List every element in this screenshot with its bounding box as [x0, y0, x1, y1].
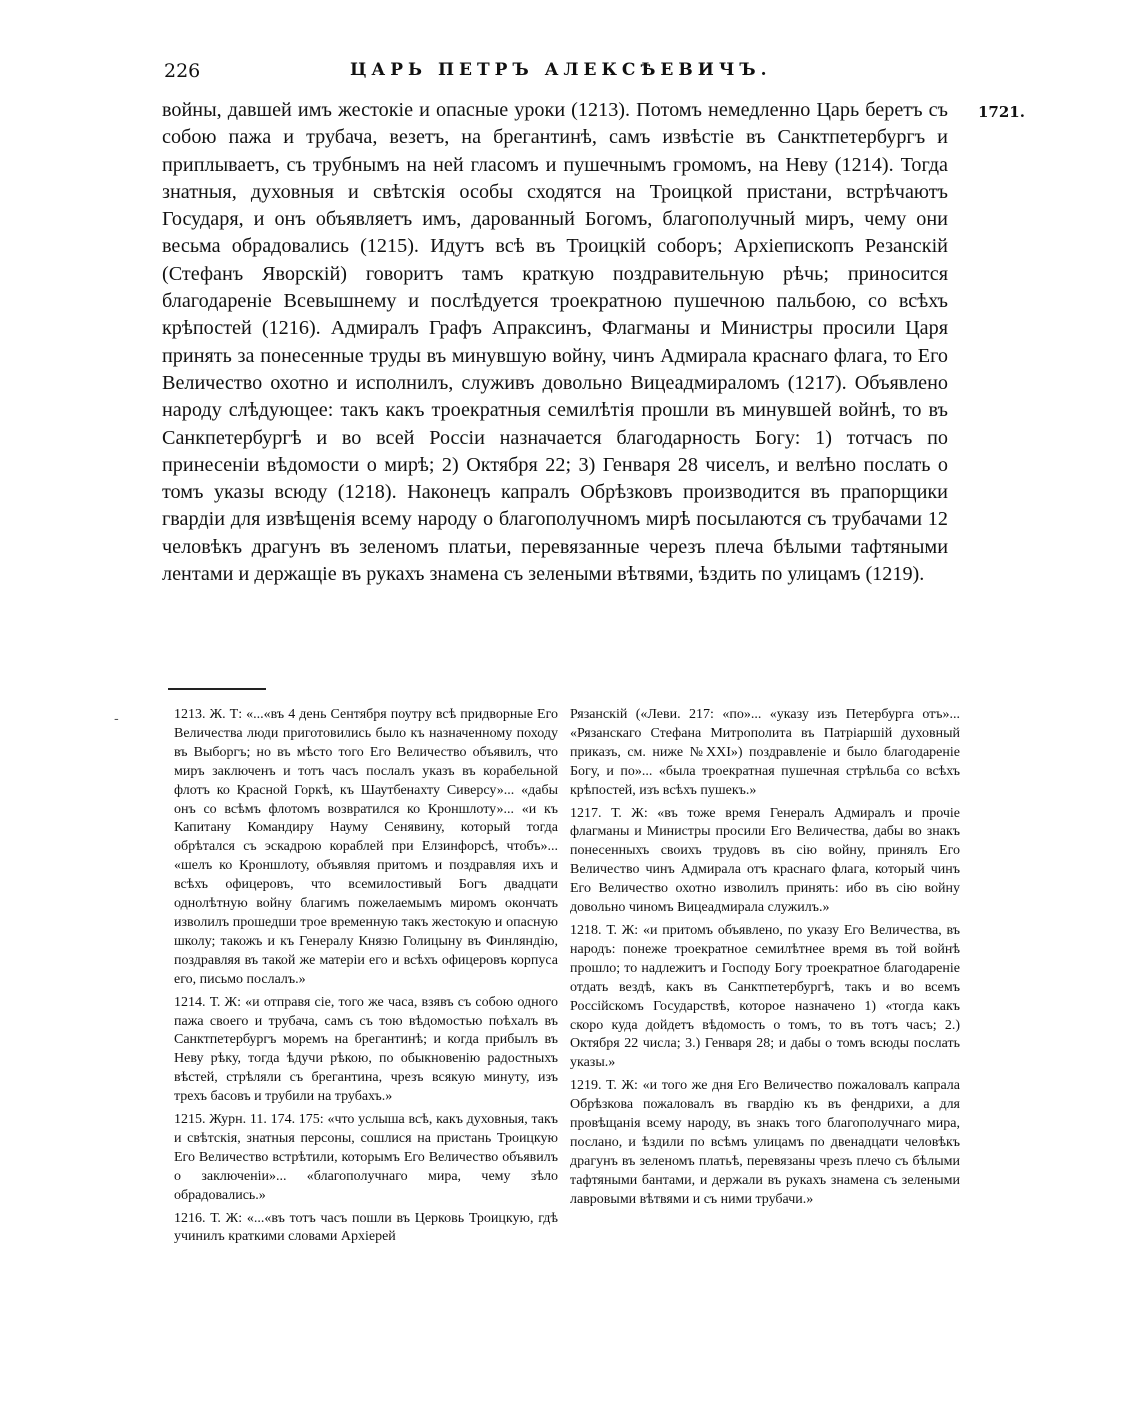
- footnotes-right-column: [570, 706, 960, 1214]
- footnote-1216-continued: [570, 706, 960, 801]
- footnote-1218: [570, 922, 960, 1073]
- footnote-1216: [174, 1210, 558, 1248]
- footnote-1219: [570, 1077, 960, 1209]
- footnote-text: Т. Ж: «...«въ тотъ часъ пошли въ Церковь Троицкую, гдѣ учинилъ краткими словами Архіерей: [174, 1210, 558, 1245]
- footnote-text: Т. Ж: «и притомъ объявлено, по указу Его Величества, въ народъ: понеже троекратное семилѣтнее время въ той войнѣ прошло; то надлежитъ и Господу Богу троекратное благодареніе отдать вездѣ, какъ въ Санктпетербургѣ, такъ и во всемъ Россійскомъ Государствѣ, которое назначено 1) «тогда какъ скоро куда дойдетъ вѣдомость о томъ, то въ тотъ часъ; 2.) Октября 22 числа; 3.) Генваря 28; и дабы о томъ всюды послать указы.»: [570, 922, 961, 1071]
- footnote-text: Рязанскій («Леви. 217: «по»... «указу изъ Петербурга отъ»... «Рязанскаго Стефана Митрополита въ Патріаршій духовный приказъ, см. ниже №XXI») поздравленіе и было благодареніе Богу, и по»... «была троекратная пушечная стрѣльба со всѣхъ крѣпостей, изъ всѣхъ пушекъ.»: [570, 707, 960, 798]
- footnote-text: Ж. Т: «...«въ 4 день Сентября поутру всѣ придворные Его Величества люди приготовились было къ назначенному походу въ Выборгъ; но въ мѣсто того Его Величество объявилъ, что миръ заключенъ и тотъ часъ послалъ указъ въ корабельной флотъ ко Красной Горкѣ, къ Шаутбенахту Сиверсу»... «дабы онъ со всѣмъ флотомъ возвратился ко Кроншлоту»... «и къ Капитану Командиру Науму Сенявину, который тогда обрѣтался съ эскадрою кораблей при Елзинфорсѣ, чтобъ»... «шелъ ко Кроншлоту, объявляя притомъ и поздравляя ихъ и всѣхъ офицеровъ, что всемилостивый Богъ двадцати однолѣтную войну благимъ пожелаемымъ миромъ окончать изволилъ прошедши трое временную такъ жестокую и опасную школу; такожъ и къ Генералу Князю Голицыну въ Финляндію, поздравляя въ такой же матеріи его и всѣхъ офицеровъ корпуса его, письмо послалъ.»: [174, 707, 559, 987]
- margin-mark: -: [114, 711, 119, 727]
- running-head: ЦАРЬ ПЕТРЪ АЛЕКСѢЕВИЧЪ.: [350, 60, 772, 80]
- footnote-text: Т. Ж: «и того же дня Его Величество пожаловалъ капрала Обрѣзкова пожаловалъ въ гвардію къ въ фендрихи, а для провѣщанія всему народу, въ знакъ того благополучнаго мира, послано, и ѣздили по всѣмъ улицамъ по двенадцати человѣкъ драгунъ въ зеленомъ платьѣ, перевязаны чрезъ плечо съ бѣлыми тафтяными бантами, и держали въ рукахъ знамена съ зелеными лавровыми вѣтвями и съ ними трубачи.»: [570, 1078, 960, 1207]
- footnote-text: Журн. 11. 174. 175: «что услыша всѣ, какъ духовныя, такъ и свѣтскія, знатныя персоны, сошлися на пристань Троицкую Его Величество встрѣтили, которымъ Его Величество объявилъ о заключеніи»... «благополучнаго мира, чему зѣло обрадовались.»: [174, 1112, 558, 1203]
- footnotes-left-column: [174, 706, 558, 1251]
- footnote-number: 1217.: [570, 805, 602, 821]
- margin-year: 1721.: [978, 103, 1025, 121]
- footnote-text: Т. Ж: «и отправя сіе, того же часа, взявъ съ собою одного пажа своего и трубача, самъ съ тою вѣдомостью поѣхалъ въ Санктпетербургъ моремъ на брегантинѣ; и когда прибылъ въ Неву рѣку, тогда ѣдучи рѣкою, по обыкновенію радостныхъ вѣстей, стрѣляли съ брегантина, чрезъ всякую минуту, изъ трехъ басовъ и трубили на трубахъ.»: [174, 994, 559, 1105]
- footnote-number: 1213.: [174, 707, 206, 722]
- main-text-block: [162, 97, 948, 588]
- footnote-1213: [174, 706, 558, 990]
- footnote-number: 1219.: [570, 1078, 602, 1094]
- main-paragraph: войны, давшей имъ жестокіе и опасные уроки (1213). Потомъ немедленно Царь беретъ съ собою пажа и трубача, везетъ, на брегантинѣ, самъ извѣстіе въ Санктпетербургъ и приплываетъ, съ трубнымъ на ней гласомъ и пушечнымъ громомъ, на Неву (1214). Тогда знатныя, духовныя и свѣтскія особы сходятся на Троицкой пристани, встрѣчаютъ Государя, и онъ объявляетъ имъ, дарованный Богомъ, благополучный миръ, чему они весьма обрадовались (1215). Идутъ всѣ въ Троицкій соборъ; Архіепископъ Резанскій (Стефанъ Яворскій) говоритъ тамъ краткую поздравительную рѣчь; приносится благодареніе Всевышнему и послѣдуется троекратною пушечною пальбою, со всѣхъ крѣпостей (1216). Адмиралъ Графъ Апраксинъ, Флагманы и Министры просили Царя принять за понесенные труды въ минувшую войну, чинъ Адмирала краснаго флага, то Его Величество охотно и исполнилъ, служивъ довольно Вицеадмираломъ (1217). Объявлено народу слѣдующее: такъ какъ троекратныя семилѣтія прошли въ минувшей войнѣ, то въ Санкпетербургѣ и во всей Россіи назначается благодарность Богу: 1) тотчасъ по принесеніи вѣдомости о мирѣ; 2) Октября 22; 3) Генваря 28 чиселъ, и велѣно послать о томъ указы всюду (1218). Наконецъ капралъ Обрѣзковъ производится въ прапорщики гвардіи для извѣщенія всему народу о благополучномъ мирѣ посылаются съ трубачами 12 человѣкъ драгунъ въ зеленомъ платьи, перевязанные черезъ плеча бѣлыми тафтяными лентами и держащіе въ рукахъ знамена съ зелеными вѣтвями, ѣздить по улицамъ (1219).: [162, 99, 948, 586]
- footnote-number: 1218.: [570, 922, 602, 938]
- page-number: 226: [164, 60, 201, 82]
- footnote-text: Т. Ж: «въ тоже время Генералъ Адмиралъ и прочіе флагманы и Министры просили Его Величества, дабы во знакъ понесенныхъ своихъ трудовъ въ сію войну, принялъ Его Величество чинъ Адмирала отъ краснаго флага, который чинъ Его Величество охотно изволилъ принять: ибо въ сію войну довольно чиномъ Вицеадмирала служилъ.»: [570, 805, 961, 916]
- footnote-separator: [168, 688, 266, 690]
- footnote-number: 1214.: [174, 994, 206, 1010]
- footnote-1214: [174, 994, 558, 1107]
- footnote-1215: [174, 1111, 558, 1206]
- footnote-number: 1215.: [174, 1112, 206, 1128]
- footnote-number: 1216.: [174, 1210, 206, 1226]
- footnote-1217: [570, 805, 960, 918]
